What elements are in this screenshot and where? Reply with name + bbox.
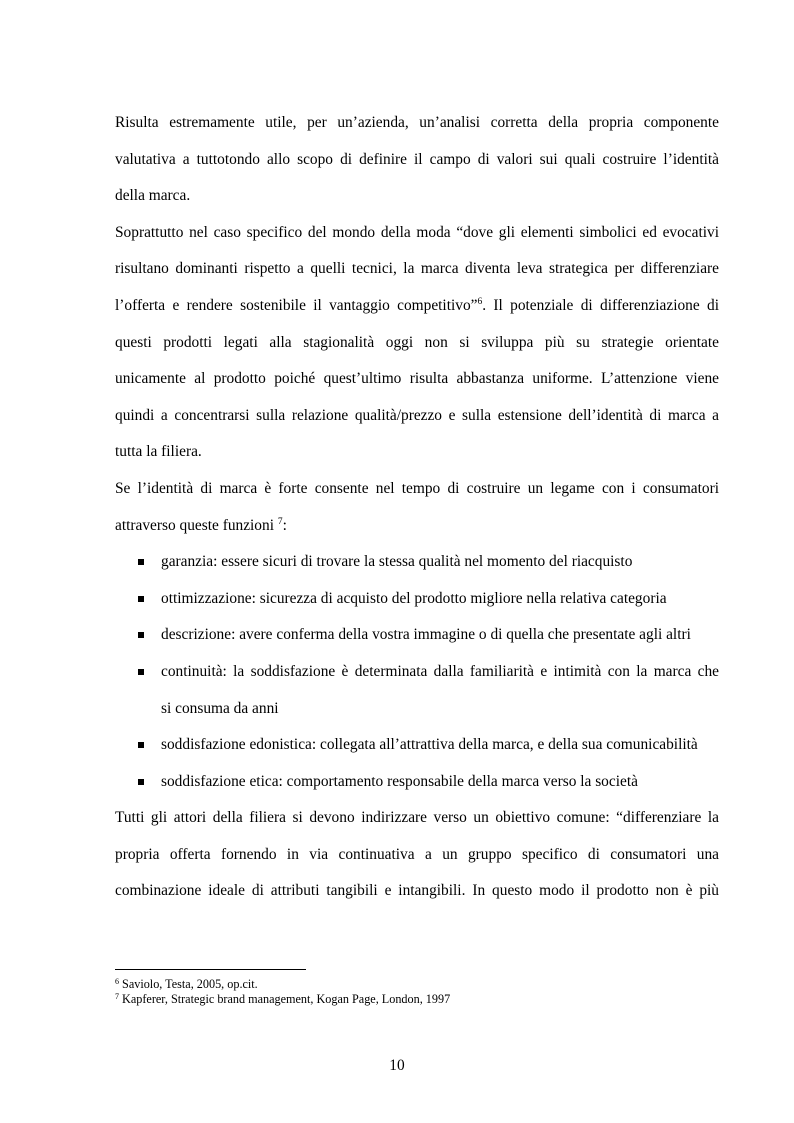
text-line: quindi a concentrarsi sulla relazione qualità/prezzo e sulla estensione dell’identità di marca a (115, 406, 719, 424)
text-segment: . Il potenziale di differenziazione di (482, 296, 719, 314)
paragraph-3 (115, 471, 719, 544)
square-bullet-icon (138, 779, 144, 785)
body-text (115, 105, 719, 910)
footnote-ref-7: 7 (277, 516, 283, 527)
text-segment: attraverso queste funzioni (115, 516, 278, 534)
text-line: unicamente al prodotto poiché quest’ultimo risulta abbastanza uniforme. L’attenzione viene (115, 370, 719, 388)
list-item (115, 764, 719, 801)
footnote-ref-6: 6 (477, 296, 483, 307)
list-item-text: soddisfazione edonistica: collegata all’attrattiva della marca, e della sua comunicabilità (161, 736, 698, 754)
text-line-with-footnote-ref (115, 288, 719, 325)
list-item-text: descrizione: avere conferma della vostra immagine o di quella che presentate agli altri (161, 626, 691, 644)
list-item-text: continuità: la soddisfazione è determinata dalla familiarità e intimità con la marca che (161, 662, 719, 680)
text-line: risultano dominanti rispetto a quelli tecnici, la marca diventa leva strategica per differenziare (115, 260, 719, 278)
footnote-7 (115, 992, 450, 1007)
text-line: tutta la filiera. (115, 443, 202, 461)
list-item-continuation: si consuma da anni (161, 699, 279, 717)
text-line: valutativa a tuttotondo allo scopo di definire il campo di valori sui quali costruire l’identità (115, 150, 719, 168)
list-item-text: ottimizzazione: sicurezza di acquisto del prodotto migliore nella relativa categoria (161, 589, 667, 607)
square-bullet-icon (138, 632, 144, 638)
text-line: questi prodotti legati alla stagionalità oggi non si sviluppa più su strategie orientate (115, 333, 719, 351)
paragraph-2 (115, 215, 719, 471)
footnote-marker: 6 (115, 977, 119, 986)
list-item-text: soddisfazione etica: comportamento responsabile della marca verso la società (161, 772, 638, 790)
square-bullet-icon (138, 669, 144, 675)
footnote-separator (115, 969, 306, 970)
paragraph-4 (115, 800, 719, 910)
list-item-text: garanzia: essere sicuri di trovare la stessa qualità nel momento del riacquisto (161, 553, 633, 571)
bullet-list (115, 544, 719, 800)
list-item (115, 727, 719, 764)
text-segment: l’offerta e rendere sostenibile il vantaggio competitivo” (115, 296, 478, 314)
text-line: della marca. (115, 187, 191, 205)
list-item (115, 544, 719, 581)
text-line: Risulta estremamente utile, per un’azienda, un’analisi corretta della propria componente (115, 114, 719, 131)
paragraph-1 (115, 105, 719, 215)
square-bullet-icon (138, 596, 144, 602)
footnote-6 (115, 977, 450, 992)
square-bullet-icon (138, 742, 144, 748)
text-line: combinazione ideale di attributi tangibili e intangibili. In questo modo il prodotto non è più (115, 882, 719, 900)
footnote-marker: 7 (115, 991, 119, 1001)
text-line: propria offerta fornendo in via continuativa a un gruppo specifico di consumatori una (115, 845, 719, 863)
text-line: Soprattutto nel caso specifico del mondo della moda “dove gli elementi simbolici ed evocativi (115, 223, 719, 241)
text-line: Se l’identità di marca è forte consente nel tempo di costruire un legame con i consumatori (115, 479, 719, 497)
footnotes (115, 977, 450, 1006)
list-item (115, 581, 719, 618)
list-item (115, 654, 719, 691)
footnote-text: Saviolo, Testa, 2005, op.cit. (119, 977, 258, 991)
text-segment: : (282, 516, 287, 534)
text-line-with-footnote-ref (115, 508, 719, 545)
list-item (115, 617, 719, 654)
square-bullet-icon (138, 559, 144, 565)
footnote-text: Kapferer, Strategic brand management, Kogan Page, London, 1997 (119, 991, 451, 1006)
page-number: 10 (389, 1057, 405, 1074)
text-line: Tutti gli attori della filiera si devono indirizzare verso un obiettivo comune: “differenziare la (115, 809, 719, 827)
